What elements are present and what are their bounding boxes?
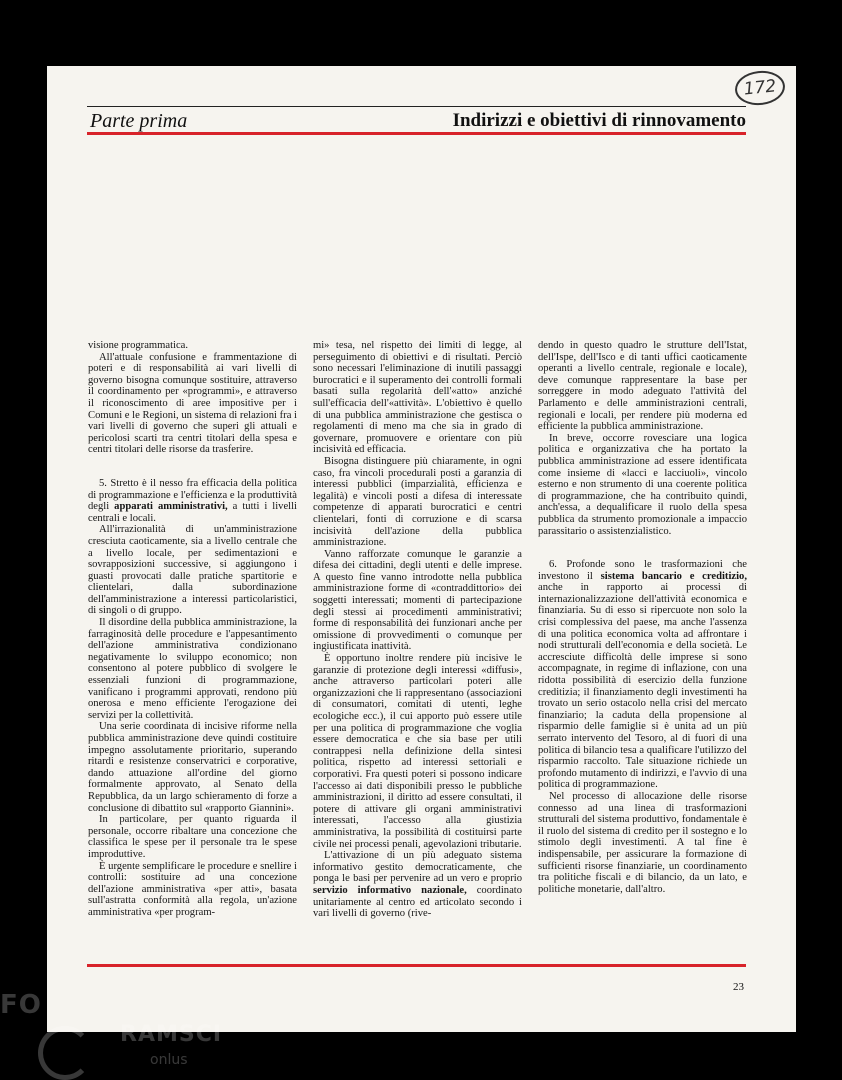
paragraph: All'irrazionalità di un'amministrazione cresciuta caoticamente, sia a livello centrale che a livello locale, per sedimentazioni e sovrapposizioni successive, si aggiungono i guasti provocati dalle pratiche spartitorie e clientelari, dalla subordinazione dell'amministrazione a interessi particolaristici, di singoli o di gruppo. xyxy=(88,524,297,617)
column-2 xyxy=(313,340,522,960)
handwritten-page-number: 172 xyxy=(733,68,786,107)
document-page xyxy=(47,66,796,1032)
paragraph: Vanno rafforzate comunque le garanzie a difesa dei cittadini, degli utenti e delle imprese. A questo fine vanno introdotte nella pubblica amministrazione forme di «contraddittorio» dei soggetti interessati; momenti di partecipazione degli stessi ai procedimenti amministrativi; forme di responsabilità dei funzionari anche per omissione di provvedimenti o comunque per ingiustificata inattività. xyxy=(313,548,522,653)
paragraph: È urgente semplificare le procedure e snellire i controlli: sostituire ad una concezione dell'azione amministrativa «per atti», basata sull'astratta conformità alla regola, un'azione amministrativa «per program- xyxy=(88,860,297,918)
paragraph: mi» tesa, nel rispetto dei limiti di legge, al perseguimento di obiettivi e di risultati. Perciò sono necessari l'eliminazione di inutili passaggi burocratici e il superamento dei controlli formali basati sulla regolarità dell'«atto» anziché sull'efficacia dell'«attività». L'obiettivo è quello di una pubblica amministrazione che gestisca o regolamenti di meno ma che sia in grado di governare, promuovere e orientare con più incisività ed efficacia. xyxy=(313,340,522,456)
paragraph xyxy=(538,559,747,791)
header-red-rule xyxy=(87,132,746,135)
footer-red-rule xyxy=(87,964,746,967)
column-3 xyxy=(538,340,747,960)
watermark-g-icon xyxy=(38,1026,92,1080)
text-run: 6. Profonde sono le trasformazioni che investono il xyxy=(538,559,747,582)
paragraph: Una serie coordinata di incisive riforme nella pubblica amministrazione deve quindi costituire impegno assolutamente prioritario, superando ritardi e resistenze conservatrici e corporative, dando attuazione all'ordine del giorno formalmente approvato, al Senato della Repubblica, da un largo schieramento di forze a conclusione di dibattito sul «rapporto Giannini». xyxy=(88,721,297,814)
bold-term: apparati amministrativi, xyxy=(114,501,228,513)
paragraph: visione programmatica. xyxy=(88,340,189,351)
paragraph xyxy=(88,478,297,524)
paragraph: Nel processo di allocazione delle risorse connesso ad una linea di trasformazioni strutturali del sistema produttivo, fondamentale è il ruolo del sistema di credito per il sostegno e lo stimolo degli investimenti. A tal fine è indispensabile, per assicurare la formazione di sufficienti risorse finanziarie, un coordinamento tra politiche fiscali e di bilancio, da un lato, e politiche monetarie, dall'altro. xyxy=(538,790,747,895)
text-run: anche in rapporto ai processi di internazionalizzazione dell'attività economica e finanziaria. Su di esso si ripercuote non solo la crisi complessiva del paese, ma anche l'assenza di una politica economica volta ad affrontare i nodi strutturali dell'economia e della società. Le accresciute difficoltà delle imprese si sono accompagnate, in regime di inflazione, con una ridotta possibilità di esercizio della funzione creditizia; il finanziamento degli investimenti ha trovato un serio ostacolo nella crisi del mercato finanziario; la caduta della propensione al risparmio delle famiglie si è unita ad un più serrato intervento del Tesoro, al di fuori di una politica di bilancio tesa a qualificare l'utilizzo del risparmio raccolto. Tale situazione richiede un profondo mutamento di indirizzi, e l'avvio di una politica di programmazione. xyxy=(538,582,747,791)
page-number: 23 xyxy=(733,981,744,993)
text-run: a tutti i livelli centrali e locali. xyxy=(88,501,297,524)
paragraph: In particolare, per quanto riguarda il personale, occorre ribaltare una concezione che classifica le spese per il personale tra le spese improduttive. xyxy=(88,814,297,860)
header-top-rule xyxy=(87,106,746,107)
watermark-logo xyxy=(0,990,230,1080)
bold-term: servizio informativo nazionale, xyxy=(313,884,467,896)
paragraph xyxy=(313,850,522,920)
column-1 xyxy=(88,340,297,960)
paragraph: Bisogna distinguere più chiaramente, in ogni caso, fra vincoli procedurali posti a garanzia di interessi pubblici (imparzialità, efficienza e legalità) e vincoli posti a difesa di interessate competenze di apparati burocratici e centri clientelari, fonti di corruzione e di scarsa incisività dell'azione della pubblica amministrazione. xyxy=(313,455,522,549)
paragraph: Il disordine della pubblica amministrazione, la farraginosità delle procedure e l'appesantimento dell'azione amministrativa condizionano negativamente lo sviluppo economico; non consentono al potere pubblico di svolgere le essenziali funzioni di programmazione, vanificano i programmi approvati, rendono più onerosa e meno efficiente l'erogazione dei servizi per la collettività. xyxy=(88,617,297,721)
header-part: Parte prima xyxy=(90,110,188,132)
bold-term: sistema bancario e creditizio, xyxy=(600,570,747,582)
text-run: 5. Stretto è il nesso fra efficacia della politica di programmazione e l'efficienza e la produttività degli xyxy=(88,477,297,513)
paragraph: All'attuale confusione e frammentazione di poteri e di responsabilità ai vari livelli di governo bisogna comunque sostituire, attraverso il coordinamento per «programmi», e attraverso il riconoscimento di aree impositive per i Comuni e le Regioni, un sistema di relazioni fra i vari livelli di governo che superi gli attuali e pericolosi scarti tra centri titolari della spesa e centri titolari delle risorse da trasferire. xyxy=(88,351,297,456)
text-run: L'attivazione di un più adeguato sistema informativo gestito democraticamente, che ponga le basi per pervenire ad un vero e proprio xyxy=(313,850,522,885)
watermark-text: RAMSCI xyxy=(120,1022,223,1047)
paragraph: In breve, occorre rovesciare una logica politica e organizzativa che ha portato la pubblica amministrazione ad essere identificata come insieme di «lacci e lacciuoli», vincolo esterno e non strumento di una coerente politica di programmazione, che ha contribuito quindi, anch'essa, a dequalificare il ruolo della spesa pubblica da strumento promozionale a impaccio parassitario o assistenzialistico. xyxy=(538,432,747,537)
text-columns xyxy=(88,340,746,960)
watermark-text: onlus xyxy=(150,1052,188,1068)
header-title: Indirizzi e obiettivi di rinnovamento xyxy=(452,110,746,131)
text-run: coordinato unitariamente al centro ed articolato secondo i vari livelli di governo (rive- xyxy=(313,884,523,920)
watermark-text: FO xyxy=(0,990,42,1020)
paragraph: È opportuno inoltre rendere più incisive le garanzie di protezione degli interessi «diffusi», anche attraverso particolari poteri alle organizzazioni che li rappresentano (associazioni di consumatori, comitati di utenti, leghe ecologiche ecc.), il cui apporto può essere utile per una politica di programmazione che voglia essere democratica e che sia base per utili contrappesi nella definizione della sintesi politica, rispetto ad interessi settoriali e corporativi. Fra questi poteri si possono indicare l'accesso ai dati disponibili presso le pubbliche amministrazioni, il diritto ad essere consultati, il potere di attivare gli organi amministrativi interessati, l'accesso alla giustizia amministrativa, la possibilità di costituirsi parte civile nei processi penali, agevolazioni tributarie. xyxy=(313,653,522,850)
paragraph: dendo in questo quadro le strutture dell'Istat, dell'Ispe, dell'Isco e di tanti uffici caoticamente operanti a livello centrale, regionale e locale), deve comunque rappresentare la base per sorreggere in modo adeguato l'attività del Parlamento e delle amministrazioni centrali, regionali e locali, per rendere più moderna ed efficiente la pubblica amministrazione. xyxy=(538,340,747,433)
